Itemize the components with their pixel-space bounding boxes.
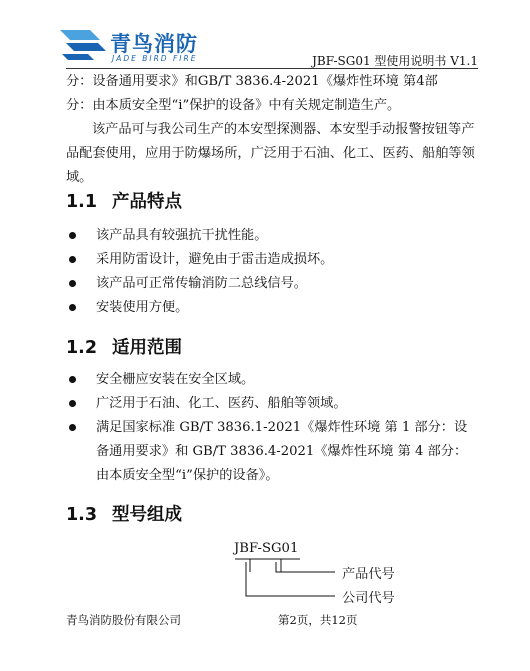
model-code: JBF-SG01 xyxy=(234,541,299,556)
list-item: 采用防雷设计，避免由于雷击造成损坏。 xyxy=(66,248,478,272)
company-code-connector xyxy=(246,562,335,596)
company-code-label: 公司代号 xyxy=(342,591,395,606)
footer-company: 青鸟消防股份有限公司 xyxy=(66,613,181,627)
logo-english-name: JADE BIRD FIRE xyxy=(112,54,198,63)
list-item: 安装使用方便。 xyxy=(66,296,478,320)
section-title: 型号组成 xyxy=(112,505,182,525)
logo-chinese-name: 青鸟消防 xyxy=(110,32,198,56)
list-item: 广泛用于石油、化工、医药、船舶等领域。 xyxy=(66,392,478,416)
product-code-label: 产品代号 xyxy=(342,567,395,582)
section-title: 产品特点 xyxy=(112,192,182,212)
list-item: 安全栅应安装在安全区域。 xyxy=(66,368,478,392)
section-number: 1.2 xyxy=(66,338,98,358)
intro-line-1: 分：设备通用要求》和GB/T 3836.4-2021《爆炸性环境 第4部 xyxy=(66,74,438,89)
footer-page-number: 第2页，共12页 xyxy=(278,613,358,627)
list-item: 该产品具有较强抗干扰性能。 xyxy=(66,224,478,248)
section-number: 1.1 xyxy=(66,192,98,212)
intro-line-2: 分：由本质安全型“i”保护的设备》中有关规定制造生产。 xyxy=(66,98,401,113)
document-title: JBF-SG01 型使用说明书 V1.1 xyxy=(312,54,478,68)
section-title: 适用范围 xyxy=(112,338,182,358)
section-number: 1.3 xyxy=(66,505,98,525)
list-item: 该产品可正常传输消防二总线信号。 xyxy=(66,272,478,296)
product-code-connector xyxy=(276,562,335,572)
intro-paragraph: 该产品可与我公司生产的本安型探测器、本安型手动报警按钮等产品配套使用，应用于防爆场所，广泛用于石油、化工、医药、船舶等领域。 xyxy=(66,122,475,185)
list-item: 满足国家标准 GB/T 3836.1-2021《爆炸性环境 第 1 部分：设备通用要求》和 GB/T 3836.4-2021《爆炸性环境 第 4 部分：由本质安全型“i”保护的设备》。 xyxy=(66,416,478,488)
